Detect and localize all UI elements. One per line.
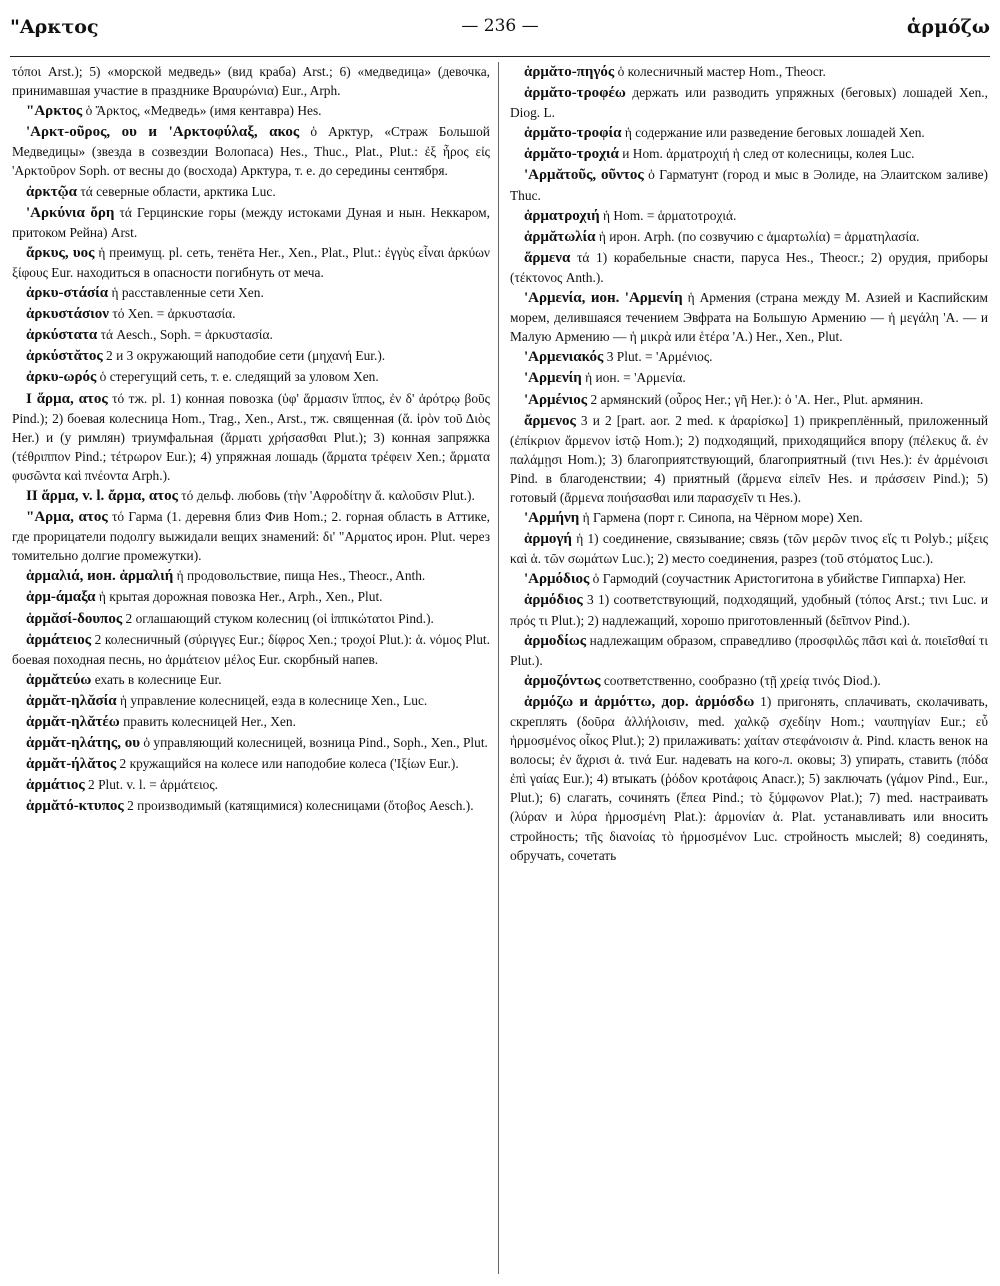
- entry-headword: 'Αρμήνη: [524, 510, 580, 527]
- entry-definition: τόποι Arst.); 5) «морской медведь» (вид краба) Arst.; 6) «медведица» (девочка, принимавшая участие в празднике Βραυρώνια) Eur., Arph.: [12, 64, 490, 99]
- entry-definition: ὁ Гарматунт (город и мыс в Эолиде, на Элаитском заливе) Thuc.: [510, 167, 988, 203]
- entry-headword: ἄρκυς, υος: [26, 244, 95, 261]
- dictionary-entry: [510, 83, 988, 122]
- entry-headword: ἁρμᾰτ-ηλάτης, ου: [26, 735, 140, 752]
- entry-headword: ἀρκυ-ωρός: [26, 369, 97, 386]
- dictionary-entry: [12, 62, 490, 100]
- entry-definition: τό Xen. = ἀρκυστασία.: [108, 306, 236, 322]
- dictionary-entry: [12, 712, 490, 732]
- entry-headword: 'Αρκτ-οῦρος, ου и 'Αρκτοφύλαξ, ακος: [26, 124, 300, 141]
- entry-headword: ἁρμάτειος: [26, 631, 92, 648]
- dictionary-entry: [12, 367, 490, 387]
- entry-definition: ἡ Hom. = ἁρματοτροχιά.: [599, 207, 737, 223]
- entry-headword: ἀρκτῷα: [26, 183, 77, 200]
- dictionary-entry: [12, 304, 490, 324]
- entry-definition: 2 кружащийся на колесе или наподобие колеса ('Ιξίων Eur.).: [116, 756, 459, 772]
- dictionary-entry: [510, 671, 988, 691]
- entry-definition: ὁ Ἄρκτος, «Медведь» (имя кентавра) Hes.: [82, 103, 322, 119]
- dictionary-entry: [12, 101, 490, 121]
- entry-definition: 3 и 2 [part. aor. 2 med. к ἀραρίσκω] 1) прикреплённый, приложенный (ἐπίκριον ἄρμενον ἱστῷ Hom.); 2) подходящий, приходящийся впору (πέλεκυς ἄ. ἐν παλάμῃσι Hom.); 3) благоприятствующий, благоприятный (τινι Hes.): ἐν ἀρμένοισι Pind. в благоденствии; 4) приятный (ἄρμενα εἰπεῖν Hes. и πράσσειν Pind.); 5) готовый (ἄρμενα ποιήσασθαι или παρασχεῖν τι Hes.).: [510, 412, 988, 505]
- entry-definition: 3 Plut. = 'Αρμένιος.: [603, 349, 713, 365]
- entry-definition: τό Гарма (1. деревня близ Фив Hom.; 2. горная область в Аттике, где прорицатели подолгу выжидали вещих знамений: δι' "Αρματος ирон. Plut. через томительно долгие промежутки).: [12, 509, 490, 564]
- entry-definition: τά северные области, арктика Luc.: [76, 183, 276, 199]
- entry-definition: 2 Plut. v. l. = ἁρμάτειος.: [84, 777, 219, 793]
- dictionary-entry: [12, 733, 490, 753]
- entry-definition: 3 1) соответствующий, подходящий, удобный (τόπος Arst.; τινι Luc. и πρός τι Plut.); 2) надлежащий, хорошо приготовленный (δεῖπνον Pind.).: [510, 592, 988, 628]
- dictionary-entry: [12, 754, 490, 774]
- entry-definition: ἡ 1) соединение, связывание; связь (τῶν μερῶν τινος εἴς τι Polyb.; μίξεις καὶ ἁ. τῶν σωμάτων Luc.); 2) место соединения, разрез (τοῦ στόματος Luc.).: [510, 531, 988, 567]
- entry-headword: ἁρμαλιά, ион. ἁρμαλιή: [26, 568, 174, 585]
- entry-headword: ἁρμᾰτωλία: [524, 228, 596, 245]
- dictionary-entry: [510, 390, 988, 410]
- entry-definition: ὁ колесничный мастер Hom., Theocr.: [614, 64, 826, 79]
- entry-definition: ἡ Армения (страна между М. Азией и Каспийским морем, делившаяся течением Эвфрата на Большую Армению — ἡ μεγάλη 'Α. — и Малую Армению — ἡ μικρὰ или ἑτέρα 'Α.) Her., Xen., Plut.: [510, 290, 988, 345]
- dictionary-entry: [12, 486, 490, 506]
- dictionary-entry: [510, 692, 988, 865]
- entry-headword: ἀρκύστατα: [26, 327, 98, 344]
- entry-definition: надлежащим образом, справедливо (προσφιλῶς πᾶσι καὶ ἁ. ποιεῖσθαί τι Plut.).: [510, 632, 988, 668]
- entry-definition: τά 1) корабельные снасти, паруса Hes., Theocr.; 2) орудия, приборы (τέκτονος Anth.).: [510, 249, 988, 285]
- entry-headword: ἁρμᾰτο-τροχιά: [524, 146, 619, 163]
- entry-headword: ἁρμόζω и ἁρμόττω, дор. ἁρμόσδω: [524, 693, 755, 710]
- page-number: — 236 —: [461, 16, 539, 36]
- left-column: [12, 62, 490, 1274]
- entry-definition: 2 производимый (катящимися) колесницами (ὄτοβος Aesch.).: [123, 798, 474, 814]
- entry-headword: 'Αρμενία, ион. 'Αρμενίη: [524, 290, 683, 307]
- entry-headword: ἁρμᾰτό-κτυπος: [26, 798, 124, 815]
- dictionary-entry: [510, 411, 988, 507]
- dictionary-entry: [12, 283, 490, 303]
- entry-definition: ἡ преимущ. pl. сеть, тенёта Her., Xen., Plat., Plut.: ἐγγὺς εἶναι ἀρκύων ξίφους Eur. находиться в опасности погибнуть от меча.: [12, 244, 490, 280]
- entry-headword: ἀρκυστάσιον: [26, 306, 109, 323]
- dictionary-entry: [12, 609, 490, 629]
- entry-headword: ἁρμᾰτο-τροφέω: [524, 85, 626, 102]
- entry-headword: ἅρμενα: [524, 249, 571, 266]
- dictionary-entry: [12, 691, 490, 711]
- entry-headword: ἁρμογή: [524, 531, 572, 548]
- entry-headword: ἀρκύστᾰτος: [26, 348, 103, 365]
- dictionary-entry: [12, 507, 490, 565]
- entry-definition: ἡ содержание или разведение беговых лошадей Xen.: [621, 125, 925, 141]
- entry-definition: 1) пригонять, сплачивать, сколачивать, скреплять (δοῦρα ἀλλήλοισιν, med. χαλκῷ σχεδίην Hom.; ναυπηγίαν Eur.; εὖ ἡρμοσμένος οἶκος Plut.); 2) прилаживать: χαίταν στεφάνοισιν ἁ. Pind. класть венок на волосы; ἐν ἄχρισι ἁ. τινά Eur. надевать на кого-л. оковы; 3) упирать, ставить (πόδα ἐπὶ γαίας Eur.); 4) втыкать (ῥόδον κροτάφοις Anacr.); 5) заключать (γάμον Pind., Eur., Plut.); 6) слагать, сочинять (ἔπεα Pind.; τὸ ξύμφωνον Plat.); 7) med. настраивать (λύραν и λύρα ἡρμοσμένη Plat.): ἁρμονίαν ἁ. Plat. устанавливать или вносить стройность; τῆς διανοίας τὸ ἡρμοσμένον Luc. стройность мыслей; 8) соединять, обручать, сочетать: [510, 693, 988, 863]
- entry-definition: 2 оглашающий стуком колесниц (οἱ ἱππικώτατοι Pind.).: [122, 610, 434, 626]
- dictionary-entry: [510, 529, 988, 568]
- dictionary-entry: [510, 62, 988, 82]
- entry-headword: 'Αρμᾰτοῦς, οῦντος: [524, 167, 644, 184]
- entry-headword: ἁρμᾰτ-ηλᾰτέω: [26, 714, 120, 730]
- dictionary-entry: [12, 325, 490, 345]
- right-column: [510, 62, 988, 1274]
- dictionary-entry: [510, 631, 988, 670]
- entry-headword: ἁρμ-άμαξα: [26, 589, 96, 606]
- entry-definition: 2 и 3 окружающий наподобие сети (μηχανή Eur.).: [102, 348, 386, 364]
- dictionary-entry: [12, 566, 490, 586]
- entry-definition: τά Aesch., Soph. = ἀρκυστασία.: [97, 327, 273, 343]
- page-header: [10, 16, 990, 44]
- dictionary-entry: [510, 227, 988, 247]
- entry-headword: ἁρμάτιος: [26, 777, 85, 794]
- dictionary-entry: [510, 347, 988, 367]
- entry-definition: соответственно, сообразно (τῇ χρείᾳ τινός Diod.).: [600, 672, 881, 688]
- entry-definition: ἡ ирон. Arph. (по созвучию с ἁμαρτωλία) = ἁρματηλασία.: [595, 228, 920, 244]
- entry-headword: 'Αρμενίη: [524, 370, 582, 387]
- dictionary-entry: [510, 368, 988, 388]
- header-last-headword: ἁρμόζω: [906, 16, 990, 38]
- entry-definition: держать или разводить упряжных (беговых) лошадей Xen., Diog. L.: [510, 85, 988, 121]
- entry-definition: τό тж. pl. 1) конная повозка (ὑφ' ἅρμασιν ἵππος, ἐν δ' ἀρότρῳ βοῦς Pind.); 2) боевая колесница Hom., Trag., Xen., Arst., тж. священная (ἅ. ἱρὸν τοῦ Διὸς Her.) и (у римлян) триумфальная (ἅρματι χρήσασθαι Plut.); 3) конная запряжка (τέθριππον Pind.; τέτρωρον Eur.); 4) упряжная лошадь (ἅρματα τρέφειν Xen.; ἅρματα φυσῶντα καὶ πνέοντα Arph.).: [12, 390, 490, 483]
- header-rule: [10, 56, 990, 57]
- entry-definition: ὁ управляющий колесницей, возница Pind., Soph., Xen., Plut.: [140, 735, 488, 751]
- entry-headword: 'Αρκύνια ὄρη: [26, 204, 115, 221]
- entry-definition: ὁ Гармодий (соучастник Аристогитона в убийстве Гиппарха) Her.: [589, 571, 967, 587]
- entry-definition: ἡ крытая дорожная повозка Her., Arph., Xen., Plut.: [95, 589, 383, 605]
- entry-headword: ἁρμᾰτο-πηγός: [524, 64, 615, 80]
- entry-headword: ἄρμενος: [524, 412, 576, 429]
- entry-headword: 'Αρμενιακός: [524, 349, 604, 366]
- dictionary-entry: [12, 389, 490, 485]
- entry-headword: ἁρμᾰτ-ηλᾰσία: [26, 692, 117, 709]
- dictionary-entry: [510, 508, 988, 528]
- dictionary-entry: [12, 775, 490, 795]
- dictionary-entry: [12, 796, 490, 816]
- dictionary-entry: [510, 569, 988, 589]
- entry-definition: τά Герцинские горы (между истоками Дуная и нын. Неккаром, притоком Рейна) Arst.: [12, 204, 490, 240]
- dictionary-entry: [12, 182, 490, 202]
- entry-definition: τό дельф. любовь (τὴν 'Αφροδίτην ἅ. καλοῦσιν Plut.).: [177, 487, 475, 503]
- entry-definition: править колесницей Her., Xen.: [119, 714, 296, 729]
- entry-headword: "Αρκτος: [26, 103, 83, 120]
- entry-headword: II ἅρμα, v. l. ἄρμα, ατος: [26, 487, 178, 504]
- entry-definition: ἡ продовольствие, пища Hes., Theocr., Anth.: [173, 568, 426, 584]
- entry-headword: 'Αρμόδιος: [524, 571, 590, 588]
- entry-headword: I ἅρμα, ατος: [26, 390, 108, 407]
- entry-headword: 'Αρμένιος: [524, 391, 588, 408]
- entry-definition: ἡ ион. = 'Αρμενία.: [581, 370, 686, 386]
- dictionary-entry: [12, 346, 490, 366]
- dictionary-entry: [12, 243, 490, 282]
- entry-definition: ἡ расставленные сети Xen.: [108, 285, 264, 301]
- dictionary-entry: [510, 288, 988, 346]
- dictionary-entry: [510, 206, 988, 226]
- entry-headword: ἁρμόδιος: [524, 592, 583, 609]
- dictionary-entry: [12, 670, 490, 690]
- dictionary-entry: [12, 122, 490, 180]
- entry-definition: ὁ стерегущий сеть, т. е. следящий за уловом Xen.: [96, 369, 379, 385]
- entry-headword: ἁρμᾰσί-δουπος: [26, 610, 123, 627]
- entry-headword: ἁρματροχιή: [524, 207, 600, 224]
- dictionary-entry: [510, 123, 988, 143]
- header-first-headword: "Αρκτος: [10, 16, 99, 38]
- dictionary-entry: [12, 630, 490, 669]
- entry-definition: 2 армянский (οὖρος Her.; γῆ Her.): ὁ 'Α. Her., Plut. армянин.: [587, 391, 924, 407]
- entry-definition: ἡ управление колесницей, езда в колеснице Xen., Luc.: [116, 692, 428, 708]
- entry-headword: ἁρμᾰτο-τροφία: [524, 125, 622, 142]
- column-divider: [498, 62, 499, 1274]
- dictionary-entry: [12, 587, 490, 607]
- dictionary-entry: [510, 590, 988, 629]
- entry-definition: ἡ Гармена (порт г. Синопа, на Чёрном море) Xen.: [579, 510, 863, 526]
- dictionary-entry: [510, 144, 988, 164]
- entry-headword: ἁρμᾰτ-ήλᾰτος: [26, 756, 117, 773]
- entry-headword: "Αρμα, ατος: [26, 509, 108, 526]
- entry-headword: ἁρμοζόντως: [524, 672, 601, 689]
- dictionary-entry: [510, 248, 988, 287]
- dictionary-entry: [12, 203, 490, 242]
- entry-definition: ὁ Арктур, «Страж Большой Медведицы» (звезда в созвездии Волопаса) Hes., Thuc., Plat., Plut.: ἐξ ἦρος εἰς 'Αρκτοῦρον Soph. от весны до (восхода) Арктура, т. е. до середины сентября.: [12, 124, 490, 179]
- entry-headword: ἁρμοδίως: [524, 632, 587, 649]
- entry-headword: ἁρμᾰτεύω: [26, 671, 92, 688]
- entry-headword: ἀρκυ-στάσία: [26, 285, 109, 302]
- dictionary-entry: [510, 165, 988, 204]
- entry-definition: ехать в колеснице Eur.: [91, 671, 222, 687]
- entry-definition: и Hom. ἁρματροχιή ἡ след от колесницы, колея Luc.: [618, 146, 915, 162]
- entry-definition: 2 колесничный (σύριγγες Eur.; δίφρος Xen.; τροχοί Plut.): ἁ. νόμος Plut. боевая походная песнь, но ἁρμάτειον μέλος Eur. скорбный напев.: [12, 631, 490, 667]
